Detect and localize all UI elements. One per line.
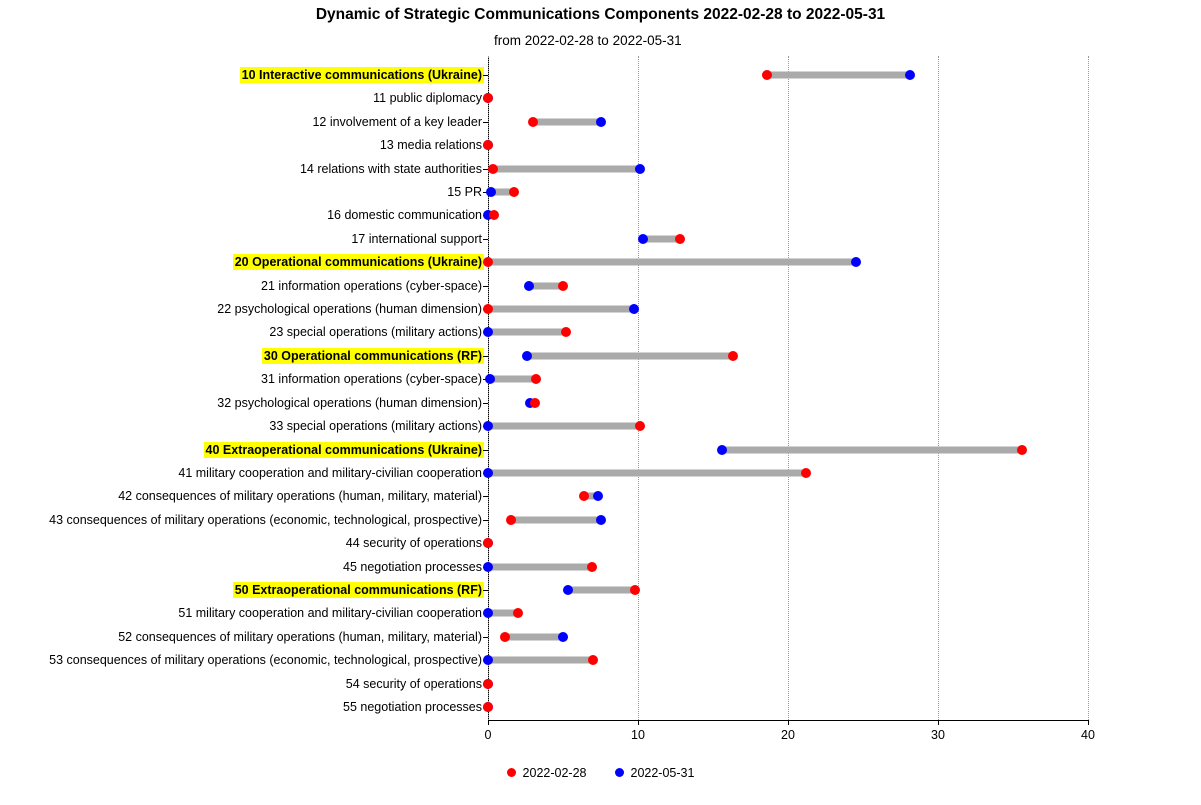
range-connector bbox=[568, 586, 636, 593]
category-label: 42 consequences of military operations (human, military, material) bbox=[118, 489, 482, 504]
data-point-2022-05-31 bbox=[524, 281, 534, 291]
category-label: 31 information operations (cyber-space) bbox=[261, 372, 482, 387]
legend-label: 2022-05-31 bbox=[630, 766, 695, 781]
x-tick bbox=[938, 720, 939, 725]
y-tick bbox=[483, 239, 488, 240]
legend-swatch-icon bbox=[507, 768, 516, 777]
data-point-2022-02-28 bbox=[728, 351, 738, 361]
data-point-2022-05-31 bbox=[486, 187, 496, 197]
range-connector bbox=[490, 376, 537, 383]
data-point-2022-02-28 bbox=[531, 374, 541, 384]
data-point-2022-02-28 bbox=[561, 327, 571, 337]
data-point-2022-02-28 bbox=[483, 140, 493, 150]
y-tick bbox=[483, 450, 488, 451]
category-label: 32 psychological operations (human dimension) bbox=[217, 395, 482, 410]
data-point-2022-05-31 bbox=[483, 468, 493, 478]
data-point-2022-02-28 bbox=[762, 70, 772, 80]
category-label: 30 Operational communications (RF) bbox=[263, 348, 482, 363]
x-tick bbox=[1088, 720, 1089, 725]
data-point-2022-02-28 bbox=[558, 281, 568, 291]
data-point-2022-05-31 bbox=[483, 608, 493, 618]
range-connector bbox=[488, 259, 856, 266]
data-point-2022-02-28 bbox=[500, 632, 510, 642]
category-label: 53 consequences of military operations (economic, technological, prospective) bbox=[49, 653, 482, 668]
gridline bbox=[938, 56, 940, 720]
y-tick bbox=[483, 496, 488, 497]
data-point-2022-02-28 bbox=[483, 304, 493, 314]
category-label: 43 consequences of military operations (economic, technological, prospective) bbox=[49, 512, 482, 527]
data-point-2022-02-28 bbox=[1017, 445, 1027, 455]
category-label: 54 security of operations bbox=[345, 676, 482, 691]
x-tick-label: 30 bbox=[931, 728, 945, 742]
x-tick-label: 0 bbox=[484, 728, 492, 742]
data-point-2022-05-31 bbox=[483, 562, 493, 572]
data-point-2022-02-28 bbox=[675, 234, 685, 244]
data-point-2022-05-31 bbox=[593, 491, 603, 501]
data-point-2022-05-31 bbox=[851, 257, 861, 267]
y-tick bbox=[483, 75, 488, 76]
gridline bbox=[788, 56, 790, 720]
legend-item bbox=[615, 765, 695, 780]
category-label: 13 media relations bbox=[379, 138, 482, 153]
data-point-2022-05-31 bbox=[596, 117, 606, 127]
category-label: 20 Operational communications (Ukraine) bbox=[234, 255, 482, 270]
category-label: 45 negotiation processes bbox=[343, 559, 482, 574]
gridline bbox=[638, 56, 640, 720]
category-label: 10 Interactive communications (Ukraine) bbox=[241, 68, 482, 82]
data-point-2022-05-31 bbox=[596, 515, 606, 525]
category-label: 52 consequences of military operations (human, military, material) bbox=[118, 629, 482, 644]
legend-swatch-icon bbox=[615, 768, 624, 777]
data-point-2022-05-31 bbox=[563, 585, 573, 595]
range-connector bbox=[533, 118, 601, 125]
data-point-2022-05-31 bbox=[638, 234, 648, 244]
range-connector bbox=[488, 306, 634, 313]
data-point-2022-02-28 bbox=[509, 187, 519, 197]
data-point-2022-05-31 bbox=[635, 164, 645, 174]
data-point-2022-02-28 bbox=[506, 515, 516, 525]
gridline bbox=[1088, 56, 1090, 720]
data-point-2022-02-28 bbox=[513, 608, 523, 618]
data-point-2022-05-31 bbox=[905, 70, 915, 80]
range-connector bbox=[488, 657, 593, 664]
range-connector bbox=[722, 446, 1022, 453]
category-axis-labels bbox=[0, 56, 484, 720]
range-connector bbox=[527, 352, 733, 359]
category-label: 12 involvement of a key leader bbox=[312, 114, 482, 129]
gridline bbox=[488, 56, 490, 720]
data-point-2022-02-28 bbox=[483, 538, 493, 548]
category-label: 33 special operations (military actions) bbox=[269, 419, 482, 434]
data-point-2022-05-31 bbox=[483, 421, 493, 431]
data-point-2022-02-28 bbox=[483, 93, 493, 103]
data-point-2022-02-28 bbox=[528, 117, 538, 127]
y-tick bbox=[483, 356, 488, 357]
data-point-2022-05-31 bbox=[629, 304, 639, 314]
x-tick-label: 10 bbox=[631, 728, 645, 742]
x-tick-label: 20 bbox=[781, 728, 795, 742]
data-point-2022-05-31 bbox=[558, 632, 568, 642]
category-label: 15 PR bbox=[447, 185, 482, 200]
range-connector bbox=[511, 516, 601, 523]
y-tick bbox=[483, 637, 488, 638]
category-label: 23 special operations (military actions) bbox=[269, 325, 482, 340]
data-point-2022-02-28 bbox=[588, 655, 598, 665]
category-label: 11 public diplomacy bbox=[373, 91, 482, 106]
range-connector bbox=[488, 469, 806, 476]
category-label: 44 security of operations bbox=[345, 536, 482, 551]
range-connector bbox=[488, 563, 592, 570]
data-point-2022-05-31 bbox=[483, 327, 493, 337]
y-tick bbox=[483, 286, 488, 287]
legend-item bbox=[507, 765, 587, 780]
category-label: 16 domestic communication bbox=[327, 208, 482, 223]
x-tick bbox=[638, 720, 639, 725]
y-tick bbox=[483, 590, 488, 591]
x-tick-label: 40 bbox=[1081, 728, 1095, 742]
data-point-2022-02-28 bbox=[483, 702, 493, 712]
data-point-2022-05-31 bbox=[717, 445, 727, 455]
category-label: 22 psychological operations (human dimension) bbox=[217, 302, 482, 317]
plot-area bbox=[484, 56, 1095, 742]
y-tick bbox=[483, 403, 488, 404]
x-tick bbox=[788, 720, 789, 725]
range-connector bbox=[767, 72, 910, 79]
data-point-2022-02-28 bbox=[801, 468, 811, 478]
legend-label: 2022-02-28 bbox=[522, 766, 587, 781]
category-label: 51 military cooperation and military-civilian cooperation bbox=[178, 606, 482, 621]
data-point-2022-02-28 bbox=[630, 585, 640, 595]
data-point-2022-02-28 bbox=[579, 491, 589, 501]
data-point-2022-02-28 bbox=[530, 398, 540, 408]
chart-legend bbox=[0, 765, 1201, 780]
data-point-2022-05-31 bbox=[485, 374, 495, 384]
data-point-2022-02-28 bbox=[483, 679, 493, 689]
y-tick bbox=[483, 122, 488, 123]
category-label: 55 negotiation processes bbox=[343, 700, 482, 714]
category-label: 41 military cooperation and military-civilian cooperation bbox=[178, 465, 482, 480]
data-point-2022-02-28 bbox=[483, 257, 493, 267]
category-label: 17 international support bbox=[351, 231, 482, 246]
data-point-2022-05-31 bbox=[483, 655, 493, 665]
range-connector bbox=[488, 423, 640, 430]
data-point-2022-02-28 bbox=[587, 562, 597, 572]
range-connector bbox=[505, 633, 564, 640]
y-tick bbox=[483, 520, 488, 521]
data-point-2022-02-28 bbox=[635, 421, 645, 431]
category-label: 50 Extraoperational communications (RF) bbox=[234, 582, 482, 597]
range-connector bbox=[493, 165, 640, 172]
category-label: 21 information operations (cyber-space) bbox=[261, 278, 482, 293]
chart-subtitle: from 2022-02-28 to 2022-05-31 bbox=[494, 33, 682, 48]
data-point-2022-05-31 bbox=[522, 351, 532, 361]
range-connector bbox=[488, 329, 566, 336]
x-tick bbox=[488, 720, 489, 725]
chart-title: Dynamic of Strategic Communications Components 2022-02-28 to 2022-05-31 bbox=[315, 6, 886, 23]
category-label: 14 relations with state authorities bbox=[299, 161, 482, 176]
data-point-2022-02-28 bbox=[489, 210, 499, 220]
category-label: 40 Extraoperational communications (Ukraine) bbox=[205, 442, 482, 457]
data-point-2022-02-28 bbox=[488, 164, 498, 174]
